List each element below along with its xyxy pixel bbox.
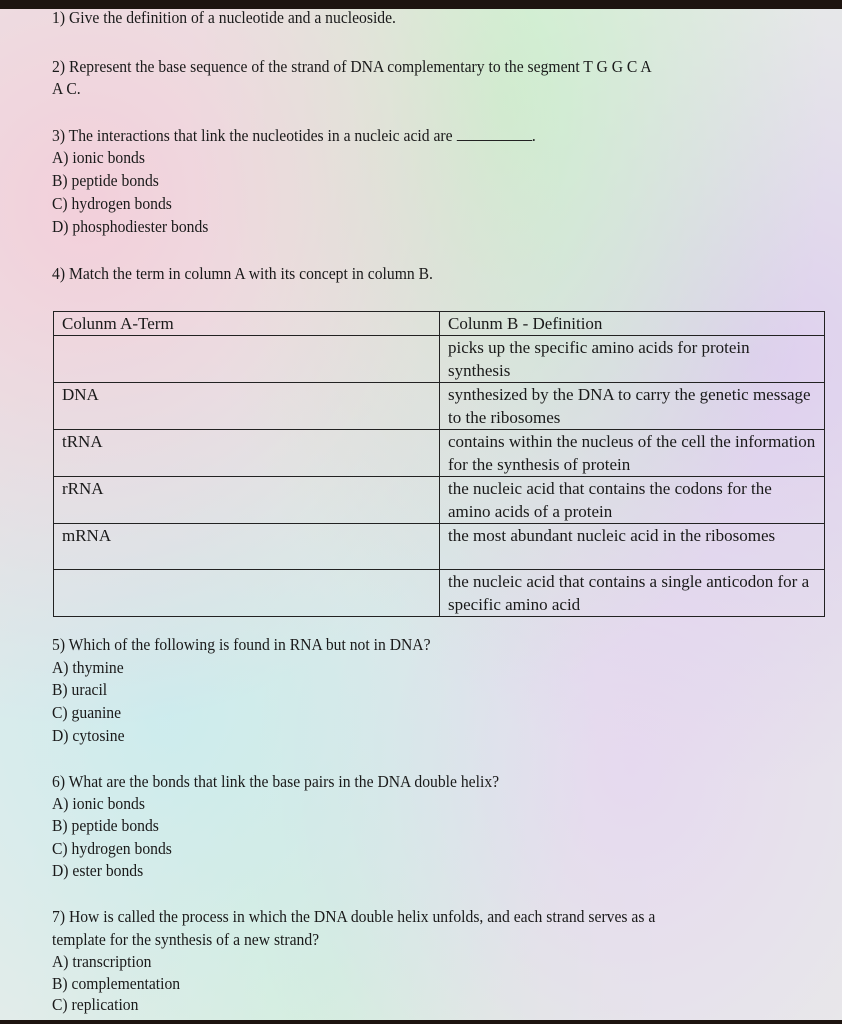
question-3-end: . xyxy=(531,126,536,145)
matching-table xyxy=(53,311,825,617)
column-a-header: Colunm A-Term xyxy=(54,312,440,336)
q7-option-c: C) replication xyxy=(52,995,139,1014)
question-3-text: 3) The interactions that link the nucleotides in a nucleic acid are xyxy=(52,126,453,145)
question-7-line-1: 7) How is called the process in which the DNA double helix unfolds, and each strand serves as a xyxy=(52,907,656,926)
definition-cell: picks up the specific amino acids for protein synthesis xyxy=(440,336,825,383)
q5-option-c: C) guanine xyxy=(52,703,122,722)
question-2-line-1: 2) Represent the base sequence of the strand of DNA complementary to the segment T G G C A xyxy=(52,57,652,76)
question-4: 4) Match the term in column A with its concept in column B. xyxy=(52,264,433,283)
term-cell: DNA xyxy=(54,383,440,430)
term-cell: rRNA xyxy=(54,477,440,524)
term-cell xyxy=(54,570,440,617)
term-cell: mRNA xyxy=(54,524,440,570)
definition-cell: the nucleic acid that contains the codons for the amino acids of a protein xyxy=(440,477,825,524)
q6-option-d: D) ester bonds xyxy=(52,861,144,880)
question-5: 5) Which of the following is found in RNA but not in DNA? xyxy=(52,635,431,654)
table-row xyxy=(54,570,825,617)
table-row xyxy=(54,383,825,430)
term-cell: tRNA xyxy=(54,430,440,477)
photo-bottom-edge xyxy=(0,1020,842,1024)
q3-option-d: D) phosphodiester bonds xyxy=(52,217,209,236)
q7-option-a: A) transcription xyxy=(52,952,152,971)
table-row xyxy=(54,524,825,570)
answer-blank xyxy=(456,140,531,141)
table-row xyxy=(54,477,825,524)
q5-option-a: A) thymine xyxy=(52,658,124,677)
q5-option-d: D) cytosine xyxy=(52,726,125,745)
column-b-header: Colunm B - Definition xyxy=(440,312,825,336)
question-1: 1) Give the definition of a nucleotide and a nucleoside. xyxy=(52,8,396,27)
question-2-line-2: A C. xyxy=(52,79,81,98)
definition-cell: the nucleic acid that contains a single anticodon for a specific amino acid xyxy=(440,570,825,617)
q6-option-b: B) peptide bonds xyxy=(52,816,159,835)
table-row xyxy=(54,336,825,383)
definition-cell: contains within the nucleus of the cell the information for the synthesis of protein xyxy=(440,430,825,477)
q6-option-a: A) ionic bonds xyxy=(52,794,145,813)
question-7-line-2: template for the synthesis of a new strand? xyxy=(52,930,320,949)
table-row xyxy=(54,430,825,477)
q3-option-c: C) hydrogen bonds xyxy=(52,194,172,213)
definition-cell: synthesized by the DNA to carry the genetic message to the ribosomes xyxy=(440,383,825,430)
q7-option-b: B) complementation xyxy=(52,974,181,993)
table-header-row xyxy=(54,312,825,336)
question-3 xyxy=(52,126,536,146)
q5-option-b: B) uracil xyxy=(52,680,108,699)
q3-option-a: A) ionic bonds xyxy=(52,148,145,167)
term-cell xyxy=(54,336,440,383)
definition-cell: the most abundant nucleic acid in the ribosomes xyxy=(440,524,825,570)
q6-option-c: C) hydrogen bonds xyxy=(52,839,172,858)
q3-option-b: B) peptide bonds xyxy=(52,171,159,190)
question-6: 6) What are the bonds that link the base pairs in the DNA double helix? xyxy=(52,772,500,791)
